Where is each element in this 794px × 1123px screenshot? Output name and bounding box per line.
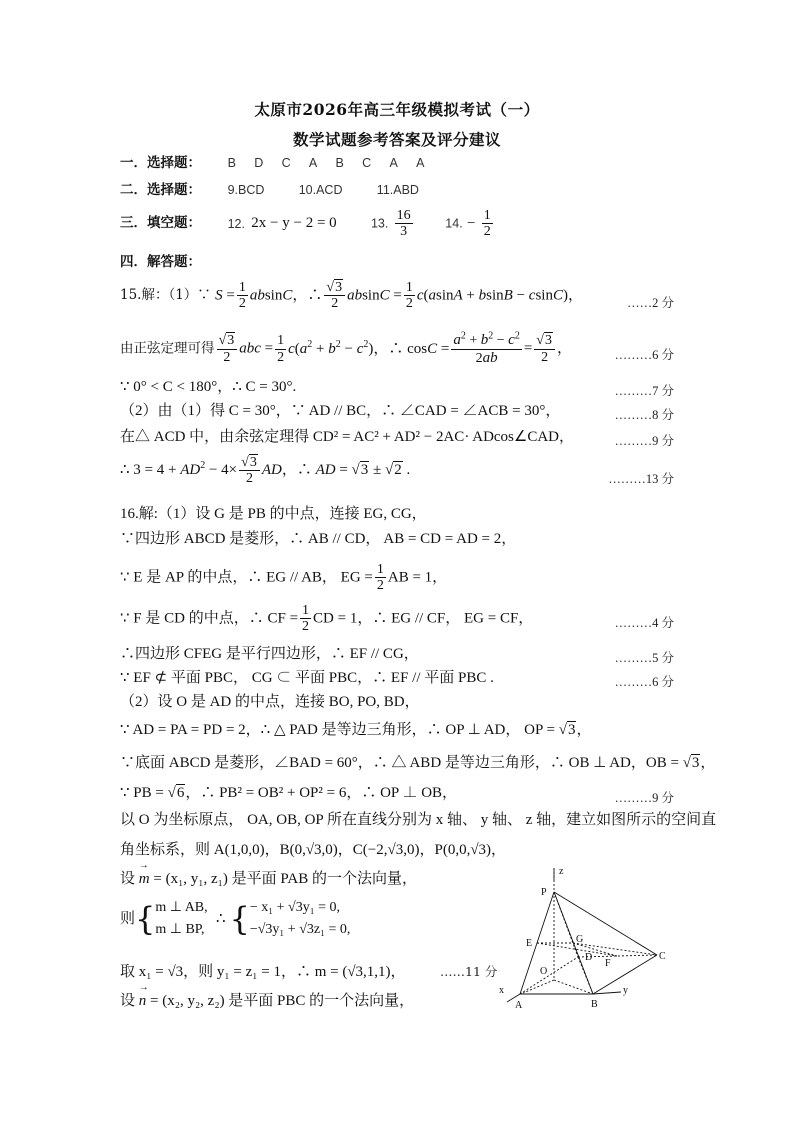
section-1-label: 一．选择题： [120, 155, 201, 171]
fig-label: B [591, 999, 598, 1010]
answer: A [308, 156, 318, 170]
answer: B [227, 156, 236, 170]
fig-label: C [659, 951, 666, 962]
fig-label: O [540, 966, 548, 977]
q16-line-3: ∵ E 是 AP 的中点，∴ EG // AB， EG = $\frac{1}{2}$ AB = 1， [120, 562, 448, 594]
score: ………5 分 [614, 651, 674, 665]
answer: 11.ABD [376, 183, 419, 197]
answer: C [281, 156, 291, 170]
score: ………7 分 [614, 384, 674, 398]
q16-line-11: 以 O 为坐标原点， OA, OB, OP 所在直线分别为 x 轴、 y 轴、 z 轴，建立如图所示的空间直 [120, 812, 717, 828]
fig-label: y [623, 985, 628, 996]
q16-line-5: ∴四边形 CFEG 是平行四边形，∴ EF // CG， [120, 646, 419, 662]
answer: B [335, 156, 344, 170]
q16-line-8: ∵ AD = PA = PD = 2，∴ △ PAD 是等边三角形，∴ OP ⊥ AD， OP = √3， [120, 722, 592, 738]
q15-line-6: ∴ $3 = 4 + AD^2 - 4\times$ $\frac{√3}{2}$ AD，∴ AD = √3 ± √2 . [120, 455, 411, 487]
section-4-label: 四．解答题： [120, 254, 201, 270]
score: ………13 分 [608, 472, 674, 486]
fig-label: F [605, 958, 611, 969]
score: ………6 分 [614, 348, 674, 362]
q12-answer: 2x − y − 2 = 0 [251, 215, 337, 232]
section-3-label: 三．填空题： [120, 215, 201, 232]
q16-line-2: ∵四边形 ABCD 是菱形，∴ AB // CD， AB = CD = AD = 2， [120, 531, 517, 547]
score: ……11 分 [440, 964, 498, 979]
q16-line-9: ∵底面 ABCD 是菱形，∠BAD = 60°，∴ △ ABD 是等边三角形，∴ OB ⊥ AD，OB = √3， [120, 755, 716, 771]
score: ………9 分 [614, 434, 674, 448]
answer: A [389, 156, 398, 170]
fig-label: P [541, 887, 547, 898]
q14-answer: $\frac{1}{2}$ [483, 208, 491, 240]
q16-line-4: ∵ F 是 CD 的中点，∴ CF = $\frac{1}{2}$ CD = 1，∴ EG // CF， EG = CF， [120, 603, 534, 635]
q16-line-6: ∵ EF ⊄ 平面 PBC， CG ⊂ 平面 PBC，∴ EF // 平面 PBC . [120, 670, 494, 686]
section-choice-1 [120, 157, 438, 171]
fig-label: D [585, 952, 593, 963]
answer: 10.ACD [298, 183, 343, 197]
q15-line-3: ∵ 0° < C < 180°，∴ C = 30°. [120, 379, 297, 395]
score: ……2 分 [627, 296, 674, 310]
geometry-figure [493, 862, 693, 1012]
score: ………9 分 [614, 791, 674, 805]
score: ………8 分 [614, 408, 674, 422]
section-fill: 三．填空题： 12. 2x − y − 2 = 0 13. $\frac{16}{3}$ 14. − $\frac{1}{2}$ [120, 208, 491, 240]
q15-line-4: （2）由（1）得 C = 30°，∵ AD // BC，∴ ∠CAD = ∠ACB = 30°， [120, 403, 561, 419]
q16-line-7: （2）设 O 是 AD 的中点，连接 BO, PO, BD， [120, 694, 420, 710]
q16-line-12: 角坐标系，则 A(1,0,0)，B(0,√3,0)，C(−2,√3,0)，P(0,0,√3)， [120, 842, 507, 858]
section-2-label: 二．选择题： [120, 182, 201, 198]
q16-line-13: 设 → m = (x₁, y₁, z₁) 是平面 PAB 的一个法向量， [120, 872, 417, 887]
fig-label: z [559, 866, 564, 877]
fig-label: G [576, 934, 584, 945]
q13-answer: $\frac{16}{3}$ [396, 208, 411, 240]
answer: A [416, 156, 425, 170]
q16-line-10: ∵ PB = √6，∴ PB² = OB² + OP² = 6，∴ OP ⊥ OB， [120, 785, 458, 801]
q16-line-15: 取 x₁ = √3，则 y₁ = z₁ = 1，∴ m = (√3,1,1)， [120, 964, 406, 980]
answer: D [254, 156, 264, 170]
q15-line-5: 在△ ACD 中，由余弦定理得 CD² = AC² + AD² − 2AC· ADcos∠CAD， [120, 429, 575, 445]
section-choice-2 [120, 184, 433, 198]
q15-line-2: 由正弦定理可得 $\frac{√3}{2}$ abc = $\frac{1}{2}$ $c(a^2 + b^2 - c^2)$，∴ cosC = $\frac{a^2 + b^2 - c^2}{2ab}$ = $\frac{√3}{2}$ ， [120, 330, 572, 366]
score: ………4 分 [614, 616, 674, 630]
q16-line-1: 16.解:（1）设 G 是 PB 的中点，连接 EG, CG， [120, 506, 427, 522]
score: ………6 分 [614, 675, 674, 689]
fig-label: A [515, 1000, 523, 1011]
q16-system: 则{m ⊥ AB, m ⊥ BP, ∴ {− x₁ + √3y₁ = 0, −√3y₁ + √3z₁ = 0, [120, 900, 351, 939]
q16-line-16: 设 → n = (x₂, y₂, z₂) 是平面 PBC 的一个法向量， [120, 994, 414, 1009]
fig-label: E [526, 938, 533, 949]
answer: 9.BCD [227, 183, 265, 197]
page-title: 太原市2026年高三年级模拟考试（一） [254, 100, 540, 119]
page-subtitle: 数学试题参考答案及评分建议 [292, 130, 501, 149]
answer: C [362, 156, 372, 170]
q15-line-1: 15.解：（1）∵ S = $\frac{1}{2}$ absinC，∴ $\frac{√3}{2}$ absinC = $\frac{1}{2}$ c(asinA + bsinB − csinC)， [120, 280, 583, 312]
fig-label: x [499, 985, 504, 996]
